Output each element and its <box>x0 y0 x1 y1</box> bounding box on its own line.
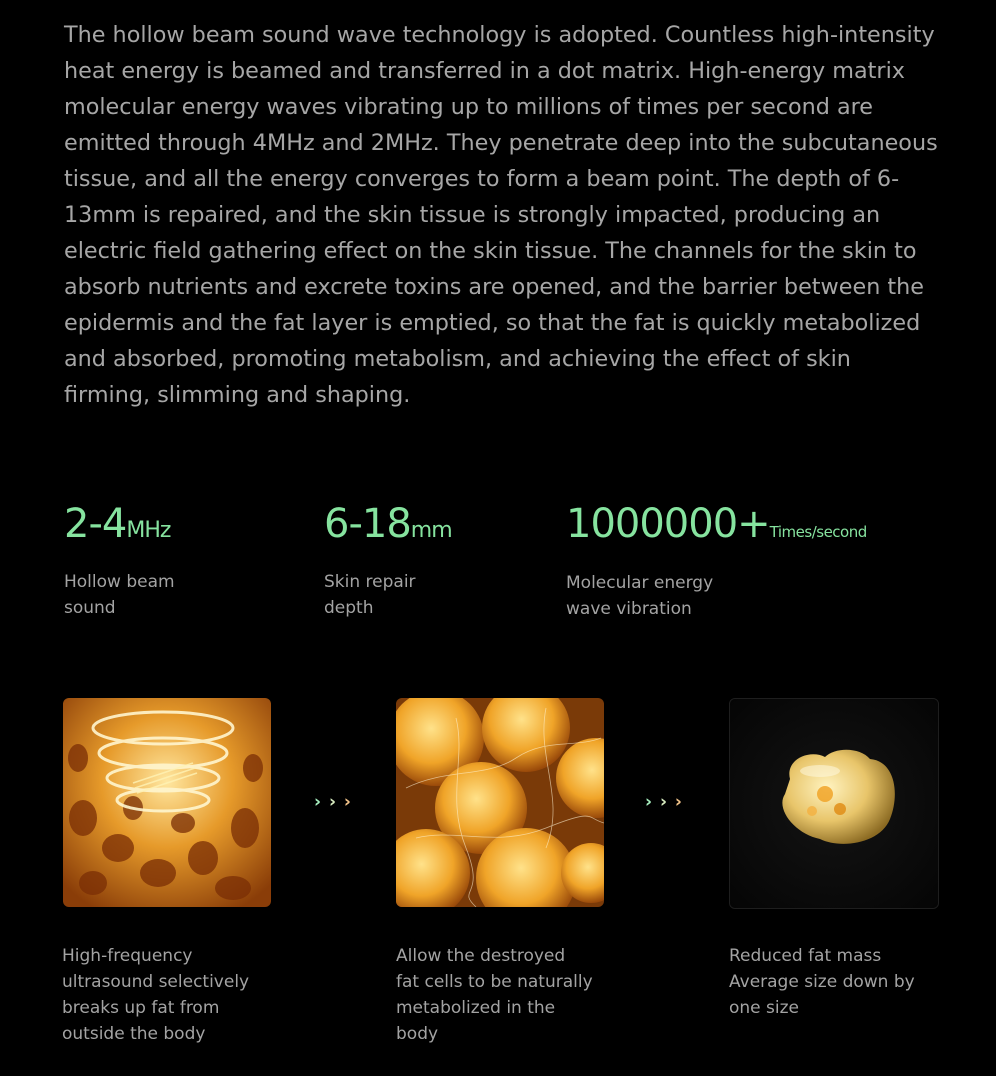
stat-frequency-label: Hollow beam sound <box>64 572 175 618</box>
step-3-caption: Reduced fat mass Average size down by one size <box>729 946 915 1018</box>
stat-vibration-value: 1000000+Times/second <box>566 501 867 547</box>
step-2-caption: Allow the destroyed fat cells to be naturally metabolized in the body <box>396 946 593 1044</box>
ultrasound-fat-image <box>63 698 271 907</box>
stat-depth <box>324 500 452 621</box>
chevron-right-icon: › <box>328 792 337 812</box>
stat-depth-value: 6-18mm <box>324 501 452 547</box>
chevron-right-icon: › <box>674 792 683 812</box>
intro-paragraph: The hollow beam sound wave technology is adopted. Countless high-intensity heat energy is beamed and transferred in a dot matrix. High-energy matrix molecular energy waves vibrating up to millions of times per second are emitted through 4MHz and 2MHz. They penetrate deep into the subcutaneous tissue, and all the energy converges to form a beam point. The depth of 6-13mm is repaired, and the skin tissue is strongly impacted, producing an electric field gathering effect on the skin tissue. The channels for the skin to absorb nutrients and excrete toxins are opened, and the barrier between the epidermis and the fat layer is emptied, so that the fat is quickly metabolized and absorbed, promoting metabolism, and achieving the effect of skin firming, slimming and shaping. <box>64 22 938 408</box>
chevron-right-icon: › <box>343 792 352 812</box>
arrow-step-2 <box>645 793 683 811</box>
stat-vibration <box>566 500 867 622</box>
chevron-right-icon: › <box>645 792 654 812</box>
arrow-step-1 <box>314 793 352 811</box>
chevron-right-icon: › <box>659 792 668 812</box>
step-1-caption: High-frequency ultrasound selectively breaks up fat from outside the body <box>62 946 250 1044</box>
stat-frequency-value: 2-4MHz <box>64 501 171 547</box>
reduced-fat-image <box>729 698 939 909</box>
stat-vibration-label: Molecular energy wave vibration <box>566 573 714 619</box>
fat-cells-image <box>396 698 604 907</box>
chevron-right-icon: › <box>314 792 323 812</box>
stat-depth-label: Skin repair depth <box>324 572 416 618</box>
stat-frequency <box>64 500 175 621</box>
